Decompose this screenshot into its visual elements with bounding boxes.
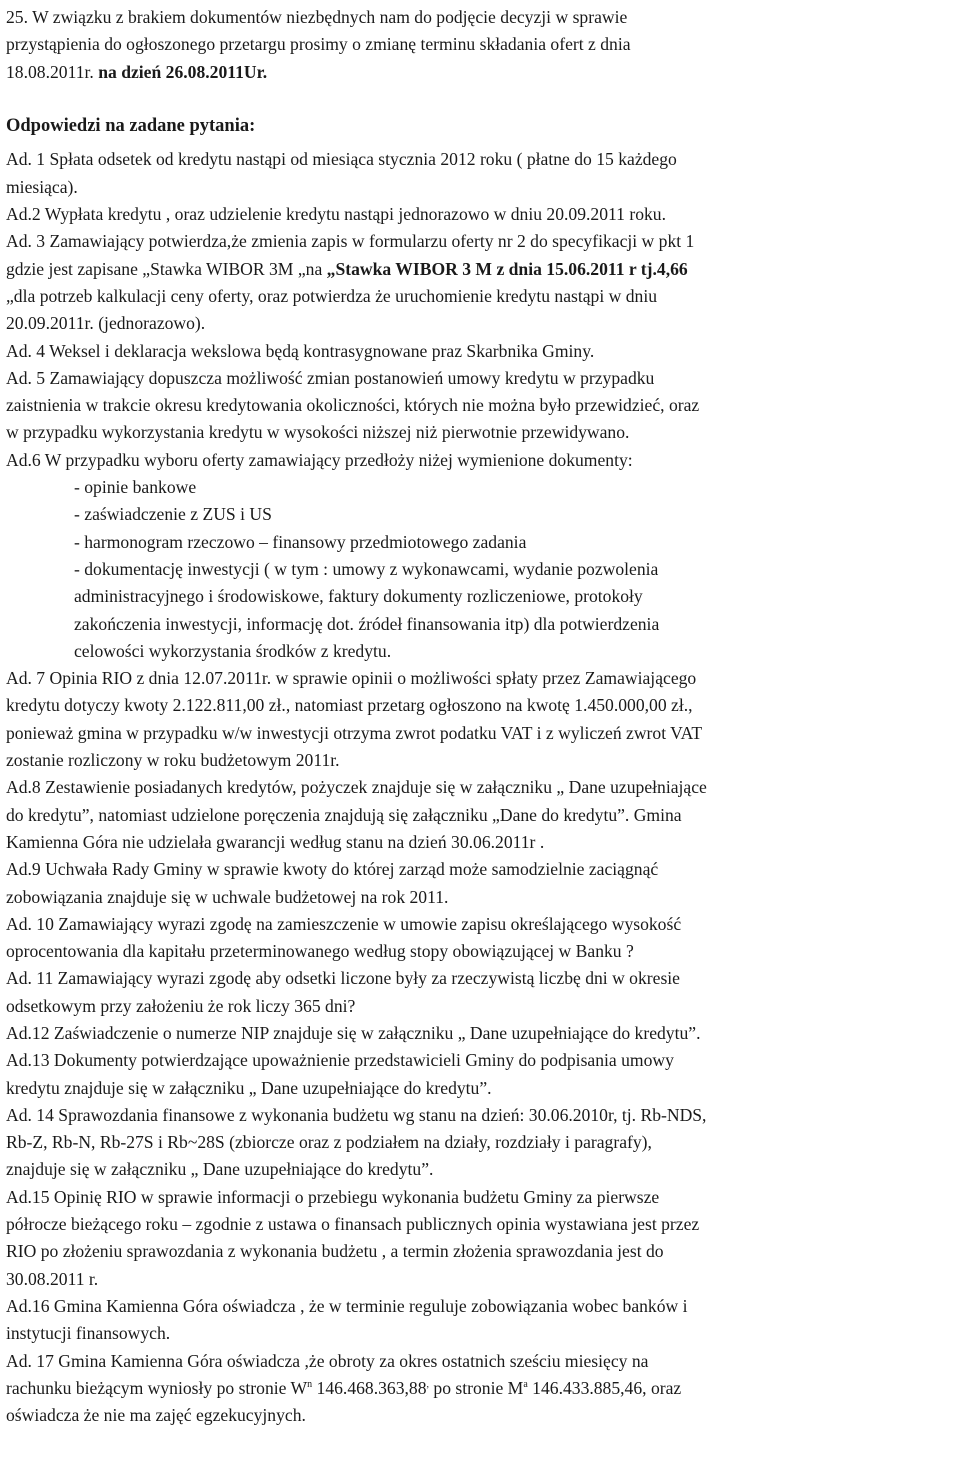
question-25-line-1: 25. W związku z brakiem dokumentów niezbędnych nam do podjęcie decyzji w sprawie [6, 7, 628, 27]
ad15-line-1: Ad.15 Opinię RIO w sprawie informacji o przebiegu wykonania budżetu Gminy za pierwsze [6, 1186, 660, 1207]
question-25-line-2: przystąpienia do ogłoszonego przetargu prosimy o zmianę terminu składania ofert z dnia [6, 34, 631, 55]
ad6-item-4-line-4: celowości wykorzystania środków z kredytu. [74, 640, 392, 661]
ad9-line-2: zobowiązania znajduje się w uchwale budżetowej na rok 2011. [6, 886, 449, 907]
ad8-line-3: Kamienna Góra nie udzielała gwarancji według stanu na dzień 30.06.2011r . [6, 831, 545, 852]
spacer [6, 86, 954, 113]
superscript-comma: , [426, 1378, 429, 1390]
ad11-line-1: Ad. 11 Zamawiający wyrazi zgodę aby odsetki liczone były za rzeczywistą liczbę dni w okresie [6, 968, 680, 989]
ad12-line: Ad.12 Zaświadczenie o numerze NIP znajduje się w załączniku „ Dane uzupełniające do kredytu”. [6, 1022, 701, 1043]
ad6-line-1: Ad.6 W przypadku wyboru oferty zamawiający przedłoży niżej wymienione dokumenty: [6, 449, 633, 470]
ad5-line-1: Ad. 5 Zamawiający dopuszcza możliwość zmian postanowień umowy kredytu w przypadku [6, 367, 655, 388]
ad6-item-4-line-3: zakończenia inwestycji, informację dot. źródeł finansowania itp) dla potwierdzenia [74, 613, 660, 634]
ad13-line-1: Ad.13 Dokumenty potwierdzające upoważnienie przedstawicieli Gminy do podpisania umowy [6, 1050, 674, 1071]
turnover-text-1: rachunku bieżącym wyniosły po stronie W [6, 1377, 308, 1398]
ad17-line-2 [6, 1375, 954, 1402]
ad15-line-2: półrocze bieżącego roku – zgodnie z ustawa o finansach publicznych opinia wystawiana jest przez [6, 1214, 700, 1235]
ad15-line-4: 30.08.2011 r. [6, 1268, 99, 1289]
ad8-line-1: Ad.8 Zestawienie posiadanych kredytów, pożyczek znajduje się w załączniku „ Dane uzupełniające [6, 777, 707, 798]
ad15-line-3: RIO po złożeniu sprawozdania z wykonania budżetu , a termin złożenia sprawozdania jest do [6, 1241, 664, 1262]
ad17-line-1: Ad. 17 Gmina Kamienna Góra oświadcza ,że obroty za okres ostatnich sześciu miesięcy na [6, 1350, 649, 1371]
ad1-line-2: miesiąca). [6, 176, 78, 197]
ad6-item-2: - zaświadczenie z ZUS i US [74, 504, 272, 525]
new-date-text: na dzień 26.08.2011Ur. [98, 61, 268, 82]
ad13-line-2: kredytu znajduje się w załączniku „ Dane uzupełniające do kredytu”. [6, 1077, 492, 1098]
ad10-line-2: oprocentowania dla kapitału przeterminowanego według stopy obowiązującej w Banku ? [6, 941, 634, 962]
ad16-line-1: Ad.16 Gmina Kamienna Góra oświadcza , że w terminie reguluje zobowiązania wobec banków i [6, 1295, 688, 1316]
ad7-line-2: kredytu dotyczy kwoty 2.122.811,00 zł., natomiast przetarg ogłoszono na kwotę 1.450.000,00 zł., [6, 695, 693, 716]
ad17-line-3: oświadcza że nie ma zajęć egzekucyjnych. [6, 1405, 306, 1426]
superscript-n: n [307, 1378, 313, 1390]
superscript-a: a [523, 1378, 528, 1390]
ad3-new-text: „Stawka WIBOR 3 M z dnia 15.06.2011 r tj.4,66 [326, 258, 688, 279]
ad3-line-2 [6, 256, 954, 283]
ad6-item-3: - harmonogram rzeczowo – finansowy przedmiotowego zadania [74, 531, 527, 552]
ad14-line-1: Ad. 14 Sprawozdania finansowe z wykonania budżetu wg stanu na dzień: 30.06.2010r, tj. Rb-NDS, [6, 1104, 707, 1125]
ad11-line-2: odsetkowym przy założeniu że rok liczy 365 dni? [6, 995, 356, 1016]
ad14-line-2: Rb-Z, Rb-N, Rb-27S i Rb~28S (zbiorcze oraz z podziałem na działy, rozdziały i paragrafy), [6, 1132, 652, 1153]
ad6-item-1: - opinie bankowe [74, 477, 197, 498]
ad6-item-4-line-2: administracyjnego i środowiskowe, faktury dokumenty rozliczeniowe, protokoły [74, 586, 643, 607]
ad5-line-3: w przypadku wykorzystania kredytu w wysokości niższej niż pierwotnie przewidywano. [6, 422, 630, 443]
ad3-line-4: 20.09.2011r. (jednorazowo). [6, 313, 206, 334]
question-25-line-3 [6, 59, 954, 86]
ad5-line-2: zaistnienia w trakcie okresu kredytowania okoliczności, których nie można było przewidzieć, oraz [6, 395, 700, 416]
ad7-line-1: Ad. 7 Opinia RIO z dnia 12.07.2011r. w sprawie opinii o możliwości spłaty przez Zamawiającego [6, 668, 697, 689]
ad7-line-4: zostanie rozliczony w roku budżetowym 2011r. [6, 750, 340, 771]
ad14-line-3: znajduje się w załączniku „ Dane uzupełniające do kredytu”. [6, 1159, 434, 1180]
date-text: 18.08.2011r. [6, 61, 99, 82]
ad3-line-3: „dla potrzeb kalkulacji ceny oferty, oraz potwierdza że uruchomienie kredytu nastąpi w dniu [6, 285, 658, 306]
ad1-line-1: Ad. 1 Spłata odsetek od kredytu nastąpi od miesiąca stycznia 2012 roku ( płatne do 15 każdego [6, 149, 677, 170]
turnover-m-amount: 146.433.885,46, oraz [527, 1377, 682, 1398]
ad16-line-2: instytucji finansowych. [6, 1323, 171, 1344]
ad3-old-text: gdzie jest zapisane „Stawka WIBOR 3M „na [6, 258, 327, 279]
ad3-line-1: Ad. 3 Zamawiający potwierdza,że zmienia zapis w formularzu oferty nr 2 do specyfikacji w pkt 1 [6, 231, 695, 252]
ad7-line-3: ponieważ gmina w przypadku w/w inwestycji otrzyma zwrot podatku VAT i z wyliczeń zwrot VAT [6, 722, 703, 743]
ad2-line: Ad.2 Wypłata kredytu , oraz udzielenie kredytu nastąpi jednorazowo w dniu 20.09.2011 roku. [6, 204, 666, 225]
ad9-line-1: Ad.9 Uchwała Rady Gminy w sprawie kwoty do której zarząd może samodzielnie zaciągnąć [6, 859, 659, 880]
ad6-item-4-line-1: - dokumentację inwestycji ( w tym : umowy z wykonawcami, wydanie pozwolenia [74, 558, 659, 579]
ad10-line-1: Ad. 10 Zamawiający wyrazi zgodę na zamieszczenie w umowie zapisu określającego wysokość [6, 913, 682, 934]
turnover-text-2: po stronie M [429, 1377, 524, 1398]
ad4-line: Ad. 4 Weksel i deklaracja wekslowa będą kontrasygnowane praz Skarbnika Gminy. [6, 340, 595, 361]
answers-heading: Odpowiedzi na zadane pytania: [6, 116, 256, 137]
ad8-line-2: do kredytu”, natomiast udzielone poręczenia znajdują się załączniku „Dane do kredytu”. Gmina [6, 804, 682, 825]
turnover-w-amount: 146.468.363,88 [312, 1377, 427, 1398]
